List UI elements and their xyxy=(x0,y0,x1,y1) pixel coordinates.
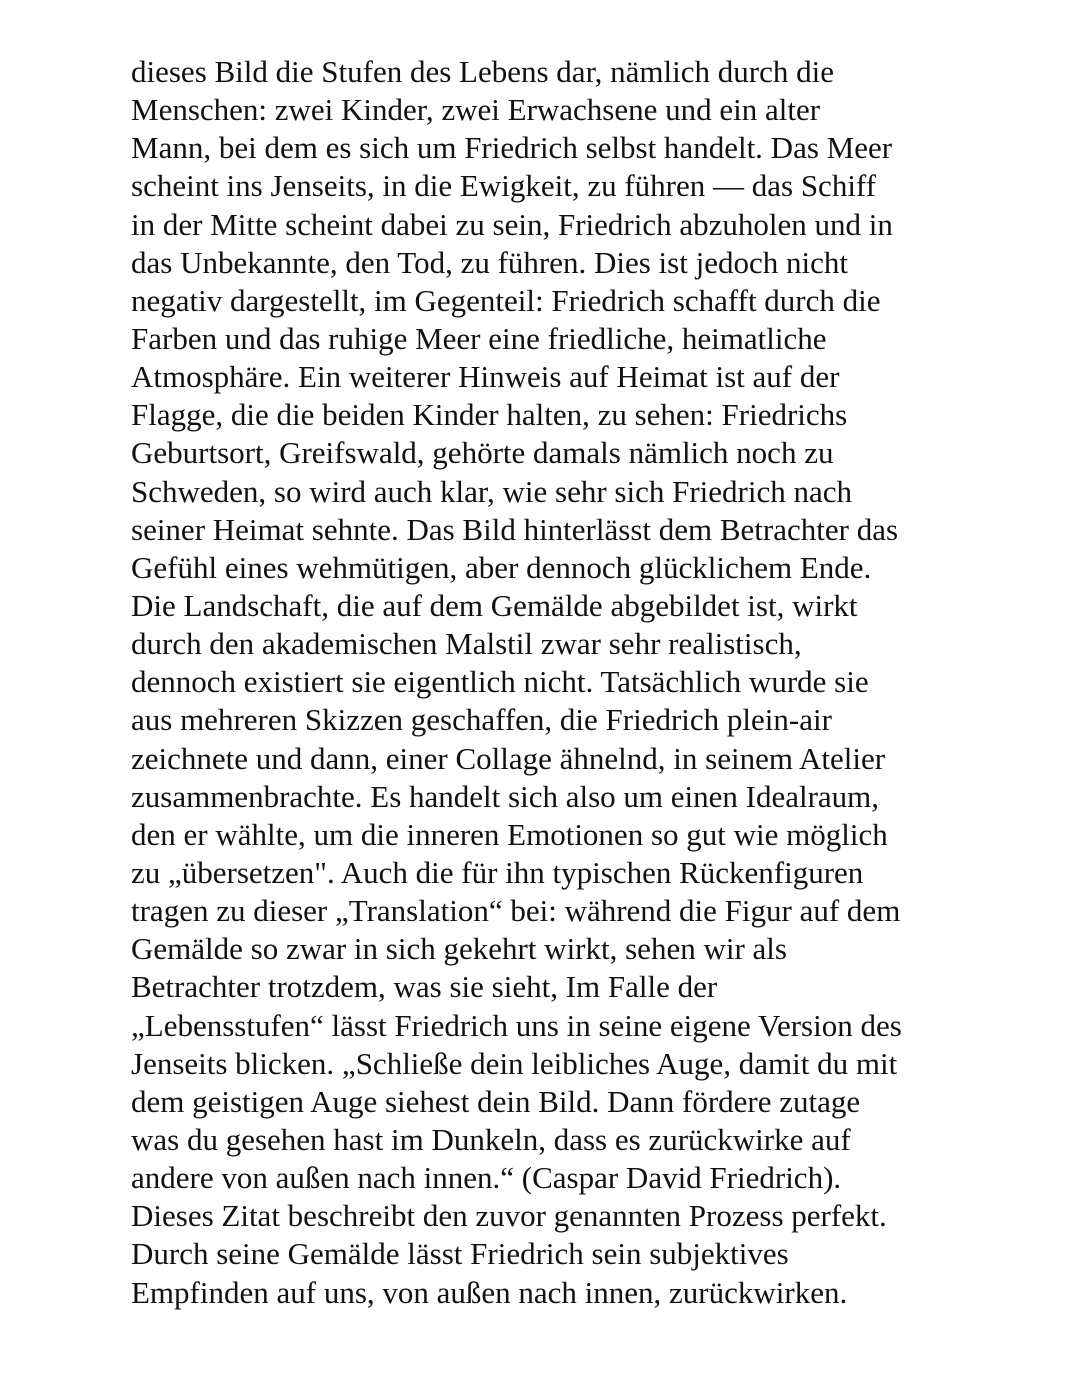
text-line: Durch seine Gemälde lässt Friedrich sein subjektives xyxy=(131,1236,789,1272)
text-line: scheint ins Jenseits, in die Ewigkeit, zu führen — das Schiff xyxy=(131,168,877,204)
text-line: den er wählte, um die inneren Emotionen so gut wie möglich xyxy=(131,816,888,852)
text-line: Geburtsort, Greifswald, gehörte damals nämlich noch zu xyxy=(131,435,834,471)
text-line: in der Mitte scheint dabei zu sein, Friedrich abzuholen und in xyxy=(131,206,893,242)
text-line: was du gesehen hast im Dunkeln, dass es zurückwirke auf xyxy=(131,1121,851,1157)
document-body xyxy=(131,53,1031,1312)
text-line: seiner Heimat sehnte. Das Bild hinterlässt dem Betrachter das xyxy=(131,511,899,547)
text-line: Die Landschaft, die auf dem Gemälde abgebildet ist, wirkt xyxy=(131,587,858,623)
text-line: Gefühl eines wehmütigen, aber dennoch glücklichem Ende. xyxy=(131,549,872,585)
text-line: andere von außen nach innen.“ (Caspar David Friedrich). xyxy=(131,1160,842,1196)
text-line: dem geistigen Auge siehest dein Bild. Dann fördere zutage xyxy=(131,1083,861,1119)
text-line: Betrachter trotzdem, was sie sieht, Im Falle der xyxy=(131,969,718,1005)
text-line: zusammenbrachte. Es handelt sich also um einen Idealraum, xyxy=(131,778,880,814)
text-line: „Lebensstufen“ lässt Friedrich uns in seine eigene Version des xyxy=(131,1007,902,1043)
text-line: durch den akademischen Malstil zwar sehr realistisch, xyxy=(131,626,802,662)
text-line: dennoch existiert sie eigentlich nicht. Tatsächlich wurde sie xyxy=(131,664,869,700)
text-line: Menschen: zwei Kinder, zwei Erwachsene und ein alter xyxy=(131,92,821,128)
text-line: Schweden, so wird auch klar, wie sehr sich Friedrich nach xyxy=(131,473,853,509)
text-line: negativ dargestellt, im Gegenteil: Friedrich schafft durch die xyxy=(131,282,881,318)
text-line: aus mehreren Skizzen geschaffen, die Friedrich plein-air xyxy=(131,702,832,738)
text-line: tragen zu dieser „Translation“ bei: während die Figur auf dem xyxy=(131,893,901,929)
text-line: Dieses Zitat beschreibt den zuvor genannten Prozess perfekt. xyxy=(131,1198,887,1234)
text-line: dieses Bild die Stufen des Lebens dar, nämlich durch die xyxy=(131,54,834,89)
text-line: zu „übersetzen". Auch die für ihn typischen Rückenfiguren xyxy=(131,854,864,890)
text-line: Jenseits blicken. „Schließe dein leibliches Auge, damit du mit xyxy=(131,1045,898,1081)
text-line: Flagge, die die beiden Kinder halten, zu sehen: Friedrichs xyxy=(131,397,848,433)
text-line: zeichnete und dann, einer Collage ähnelnd, in seinem Atelier xyxy=(131,740,886,776)
text-line: Atmosphäre. Ein weiterer Hinweis auf Heimat ist auf der xyxy=(131,359,840,395)
text-line: Farben und das ruhige Meer eine friedliche, heimatliche xyxy=(131,320,827,356)
text-line: das Unbekannte, den Tod, zu führen. Dies ist jedoch nicht xyxy=(131,244,848,280)
text-line: Empfinden auf uns, von außen nach innen, zurückwirken. xyxy=(131,1274,848,1310)
text-line: Mann, bei dem es sich um Friedrich selbst handelt. Das Meer xyxy=(131,130,893,166)
text-line: Gemälde so zwar in sich gekehrt wirkt, sehen wir als xyxy=(131,931,787,967)
